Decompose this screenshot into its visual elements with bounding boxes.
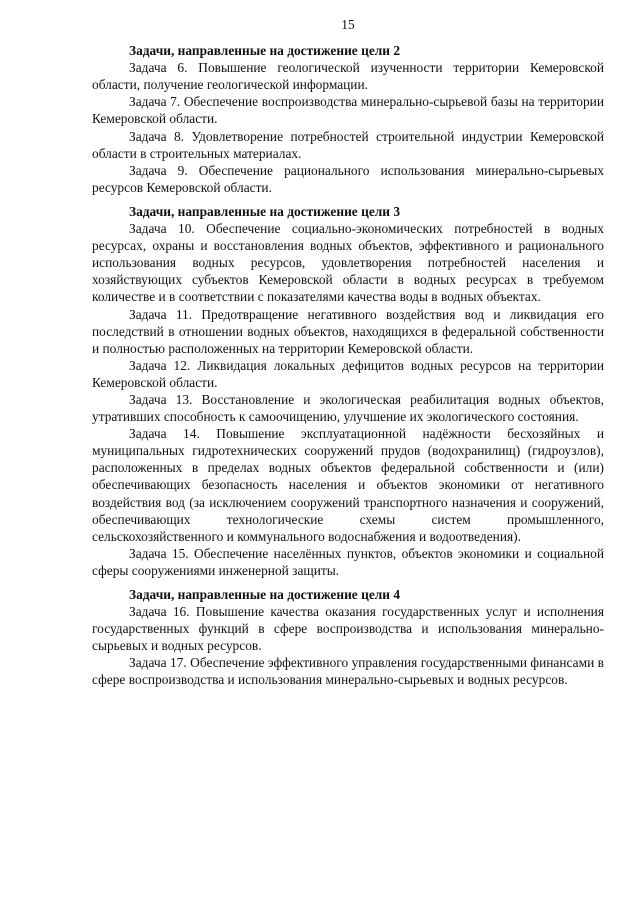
goal-2-section — [92, 42, 604, 196]
goal-2-heading: Задачи, направленные на достижение цели 2 — [129, 43, 401, 59]
goal-4-heading: Задачи, направленные на достижение цели 4 — [129, 587, 401, 602]
task-17: Задача 17. Обеспечение эффективного управления государственными финансами в сфере воспроизводства и использования минерально-сырьевых и водных ресурсов. — [92, 655, 604, 688]
task-10: Задача 10. Обеспечение социально-экономических потребностей в водных ресурсах, охраны и восстановления водных объектов, эффективного и рационального использования водных ресурсов, удовлетворения потребностей населения и хозяйствующих субъектов Кемеровской области в водных ресурсах в требуемом количестве и в соответствии с показателями качества воды в водных объектах. — [92, 221, 604, 305]
task-12: Задача 12. Ликвидация локальных дефицитов водных ресурсов на территории Кемеровской области. — [92, 357, 604, 390]
goal-4-section — [92, 586, 604, 689]
goal-3-heading: Задачи, направленные на достижение цели 3 — [129, 203, 401, 219]
task-15: Задача 15. Обеспечение населённых пунктов, объектов экономики и социальной сферы сооружениями инженерной защиты. — [92, 545, 604, 578]
task-9: Задача 9. Обеспечение рационального использования минерально-сырьевых ресурсов Кемеровской области. — [92, 162, 604, 195]
page-number: 15 — [341, 17, 355, 32]
task-7: Задача 7. Обеспечение воспроизводства минерально-сырьевой базы на территории Кемеровской области. — [92, 94, 604, 127]
task-6: Задача 6. Повышение геологической изученности территории Кемеровской области, получение геологической информации. — [92, 60, 604, 93]
task-13: Задача 13. Восстановление и экологическая реабилитация водных объектов, утративших способность к самоочищению, улучшение их экологического состояния. — [92, 391, 604, 425]
task-8: Задача 8. Удовлетворение потребностей строительной индустрии Кемеровской области в строительных материалах. — [92, 128, 604, 161]
task-14: Задача 14. Повышение эксплуатационной надёжности бесхозяйных и муниципальных гидротехнических сооружений прудов (водохранилищ) (гидроузлов), расположенных в пределах водных объектов федеральной собственности и (или) обеспечивающих безопасность населения и объектов экономики от негативного воздействия вод (за исключением сооружений транспортного назначения и сооружений, обеспечивающих технологические схемы систем промышленного, сельскохозяйственного и коммунального водоснабжения и водоотведения). — [92, 426, 604, 544]
goal-3-section — [92, 203, 604, 579]
task-16: Задача 16. Повышение качества оказания государственных услуг и исполнения государственных функций в сфере воспроизводства и использования минерально-сырьевых и водных ресурсов. — [92, 604, 604, 654]
task-11: Задача 11. Предотвращение негативного воздействия вод и ликвидация его последствий в отношении водных объектов, находящихся в федеральной собственности и полностью расположенных на территории Кемеровской области. — [92, 306, 604, 356]
